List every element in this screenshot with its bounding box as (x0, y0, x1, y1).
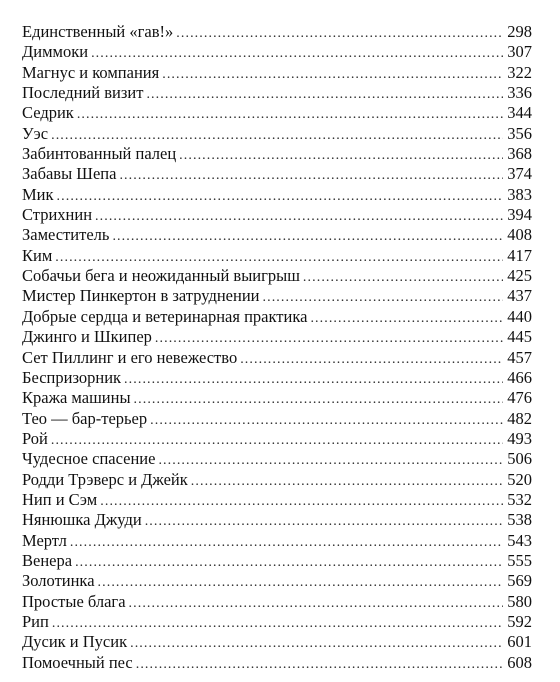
dot-leader (70, 533, 503, 553)
toc-entry (22, 470, 532, 490)
dot-leader (112, 227, 503, 247)
toc-entry (22, 612, 532, 632)
toc-entry-page: 425 (507, 266, 532, 286)
toc-entry-title: Венера (22, 550, 73, 570)
toc-entry-title: Седрик (22, 103, 74, 123)
toc-entry-title: Забинтованный палец (22, 144, 177, 164)
toc-entry-page: 417 (507, 245, 532, 265)
dot-leader (240, 350, 503, 370)
dot-leader (57, 187, 503, 207)
toc-entry (22, 388, 532, 408)
dot-leader (100, 492, 503, 512)
toc-entry-title: Кража машины (22, 388, 131, 408)
dot-leader (134, 390, 503, 410)
toc-entry-page: 592 (507, 611, 532, 631)
toc-entry-page: 394 (507, 205, 532, 225)
toc-entry-title: Единственный «гав!» (22, 22, 174, 41)
toc-entry-title: Забавы Шепа (22, 164, 117, 184)
toc-entry-page: 374 (507, 164, 532, 184)
toc-entry (22, 348, 532, 368)
toc-entry-title: Мистер Пинкертон в затруднении (22, 286, 260, 306)
toc-entry-page: 466 (507, 367, 532, 387)
toc-entry-page: 344 (507, 103, 532, 123)
toc-entry-title: Беспризорник (22, 367, 122, 387)
dot-leader (310, 309, 503, 329)
dot-leader (77, 105, 503, 125)
toc-entry (22, 653, 532, 673)
toc-entry-page: 476 (507, 388, 532, 408)
toc-entry-page: 383 (507, 184, 532, 204)
dot-leader (98, 573, 503, 593)
toc-entry-title: Заместитель (22, 225, 110, 245)
toc-entry-page: 457 (507, 347, 532, 367)
toc-entry-page: 307 (507, 42, 532, 62)
dot-leader (51, 126, 503, 146)
toc-entry (22, 409, 532, 429)
toc-entry-page: 445 (507, 327, 532, 347)
toc-entry-page: 408 (507, 225, 532, 245)
toc-entry-title: Ким (22, 245, 53, 265)
toc-entry-title: Диммоки (22, 42, 89, 62)
toc-entry-page: 298 (507, 22, 532, 41)
dot-leader (263, 288, 504, 308)
toc-entry-page: 493 (507, 428, 532, 448)
toc-entry-page: 538 (507, 510, 532, 530)
toc-entry (22, 83, 532, 103)
toc-entry (22, 246, 532, 266)
toc-entry (22, 368, 532, 388)
toc-entry (22, 22, 532, 42)
toc-entry-page: 532 (507, 489, 532, 509)
toc-entry-title: Последний визит (22, 83, 144, 103)
toc-entry (22, 510, 532, 530)
toc-entry-title: Магнус и компания (22, 62, 160, 82)
dot-leader (155, 329, 503, 349)
toc-entry (22, 42, 532, 62)
toc-entry-title: Стрихнин (22, 205, 93, 225)
dot-leader (75, 553, 503, 573)
dot-leader (191, 472, 503, 492)
dot-leader (51, 431, 503, 451)
toc-entry-title: Нип и Сэм (22, 489, 98, 509)
toc-entry (22, 286, 532, 306)
toc-entry (22, 144, 532, 164)
dot-leader (91, 44, 503, 64)
dot-leader (146, 85, 503, 105)
toc-entry-page: 543 (507, 530, 532, 550)
toc-entry-title: Рип (22, 611, 49, 631)
toc-entry-page: 569 (507, 571, 532, 591)
toc-entry (22, 490, 532, 510)
toc-entry-page: 580 (507, 591, 532, 611)
toc-entry-title: Золотинка (22, 571, 95, 591)
toc-entry-title: Тео — бар-терьер (22, 408, 148, 428)
toc-entry-title: Чудесное спасение (22, 449, 156, 469)
toc-entry-page: 608 (507, 652, 532, 672)
toc-entry-title: Родди Трэверс и Джейк (22, 469, 188, 489)
dot-leader (136, 655, 503, 675)
toc-entry (22, 185, 532, 205)
dot-leader (119, 166, 503, 186)
toc-entry (22, 266, 532, 286)
toc-entry (22, 327, 532, 347)
toc-entry-page: 368 (507, 144, 532, 164)
toc-entry (22, 307, 532, 327)
toc-entry (22, 103, 532, 123)
toc-entry (22, 632, 532, 652)
toc-entry-page: 440 (507, 306, 532, 326)
dot-leader (150, 411, 503, 431)
toc-entry-page: 437 (507, 286, 532, 306)
toc-entry-page: 482 (507, 408, 532, 428)
dot-leader (129, 594, 503, 614)
toc-entry (22, 449, 532, 469)
toc-entry-title: Помоечный пес (22, 652, 133, 672)
toc-entry (22, 63, 532, 83)
toc-entry-title: Собачьи бега и неожиданный выигрыш (22, 266, 300, 286)
toc-entry-title: Уэс (22, 123, 49, 143)
toc-entry-title: Дусик и Пусик (22, 632, 128, 652)
toc-entry-title: Сет Пиллинг и его невежество (22, 347, 238, 367)
toc-entry-page: 555 (507, 550, 532, 570)
dot-leader (303, 268, 503, 288)
dot-leader (158, 451, 503, 471)
toc-entry (22, 551, 532, 571)
dot-leader (176, 24, 503, 44)
toc-entry (22, 164, 532, 184)
toc-entry-page: 506 (507, 449, 532, 469)
dot-leader (145, 512, 503, 532)
toc-entry-page: 336 (507, 83, 532, 103)
dot-leader (55, 248, 503, 268)
table-of-contents (22, 22, 532, 673)
toc-entry-page: 356 (507, 123, 532, 143)
toc-entry-title: Добрые сердца и ветеринарная практика (22, 306, 308, 326)
dot-leader (124, 370, 503, 390)
toc-entry (22, 531, 532, 551)
dot-leader (130, 634, 503, 654)
toc-entry-title: Мертл (22, 530, 67, 550)
dot-leader (95, 207, 503, 227)
toc-entry (22, 124, 532, 144)
dot-leader (179, 146, 503, 166)
toc-entry-title: Нянюшка Джуди (22, 510, 142, 530)
toc-entry (22, 592, 532, 612)
toc-entry-title: Простые блага (22, 591, 126, 611)
dot-leader (52, 614, 503, 634)
toc-entry (22, 205, 532, 225)
toc-entry-page: 601 (507, 632, 532, 652)
toc-entry (22, 429, 532, 449)
dot-leader (162, 65, 503, 85)
toc-entry-title: Рой (22, 428, 48, 448)
toc-entry-title: Джинго и Шкипер (22, 327, 152, 347)
toc-entry (22, 225, 532, 245)
toc-entry (22, 571, 532, 591)
toc-entry-page: 322 (507, 62, 532, 82)
toc-entry-page: 520 (507, 469, 532, 489)
toc-entry-title: Мик (22, 184, 54, 204)
